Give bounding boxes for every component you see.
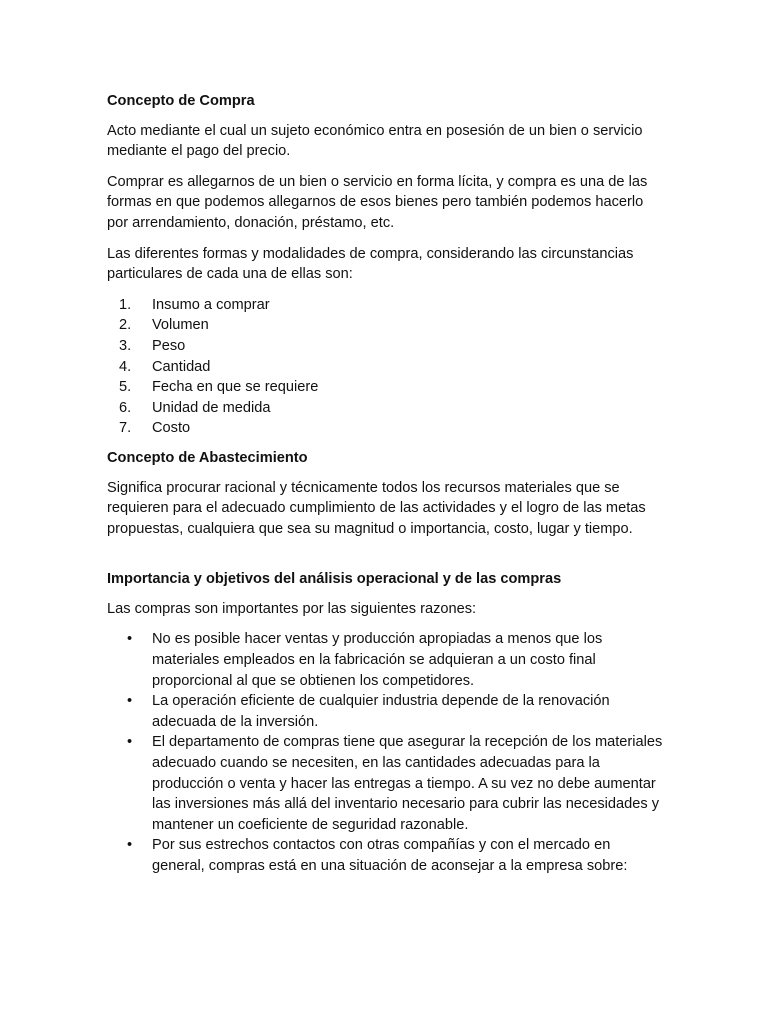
bullet-item-text: El departamento de compras tiene que asegurar la recepción de los materiales adecuado cuando se necesiten, en las cantidades adecuadas para la producción o venta y hacer las entregas a tiempo. A su vez no debe aumentar las inversiones más allá del inventario necesario para cubrir las necesidades y mantener un coeficiente de seguridad razonable. [152, 734, 663, 833]
section-title-importancia: Importancia y objetivos del análisis operacional y de las compras [107, 571, 562, 588]
bullet-icon: • [127, 693, 133, 710]
list-item-text: Costo [152, 420, 191, 437]
bullet-icon: • [127, 837, 133, 854]
list-number: 6. [119, 399, 132, 416]
list-item-text: Peso [152, 337, 186, 354]
list-number: 2. [119, 317, 132, 334]
list-item [107, 336, 667, 357]
list-item [107, 377, 667, 398]
paragraph-comprar: Comprar es allegarnos de un bien o servicio en forma lícita, y compra es una de las formas en que podemos allegarnos de esos bienes pero también podemos hacerlo por arrendamiento, donación, préstamo, etc. [107, 173, 648, 231]
bullet-item-text: No es posible hacer ventas y producción apropiadas a menos que los materiales empleados en la fabricación se adquieran a un costo final proporcional al que se obtienen los competidores. [152, 631, 603, 689]
list-item-text: Fecha en que se requiere [152, 379, 319, 396]
bullet-list-razones [107, 629, 667, 876]
paragraph-definicion-compra: Acto mediante el cual un sujeto económico entra en posesión de un bien o servicio mediante el pago del precio. [107, 122, 643, 160]
section-title-abastecimiento: Concepto de Abastecimiento [107, 449, 308, 466]
paragraph-formas-modalidades: Las diferentes formas y modalidades de compra, considerando las circunstancias particulares de cada una de ellas son: [107, 245, 634, 283]
list-item [107, 357, 667, 378]
bullet-icon: • [127, 631, 133, 648]
bullet-icon: • [127, 734, 133, 751]
list-item [107, 398, 667, 419]
bullet-item [107, 835, 667, 876]
list-number: 7. [119, 420, 132, 437]
list-number: 4. [119, 358, 132, 375]
list-item [107, 418, 667, 439]
list-item-text: Volumen [152, 317, 209, 334]
section-title-compra: Concepto de Compra [107, 93, 255, 109]
list-number: 5. [119, 379, 132, 396]
list-item [107, 315, 667, 336]
list-number: 1. [119, 296, 132, 313]
spacer [107, 549, 667, 569]
paragraph-razones: Las compras son importantes por las siguientes razones: [107, 600, 477, 617]
bullet-item-text: Por sus estrechos contactos con otras compañías y con el mercado en general, compras está en una situación de aconsejar a la empresa sobre: [152, 837, 628, 874]
document-page [107, 91, 667, 886]
bullet-item [107, 691, 667, 732]
numbered-list-modalidades [107, 295, 667, 439]
bullet-item [107, 629, 667, 691]
bullet-item-text: La operación eficiente de cualquier industria depende de la renovación adecuada de la inversión. [152, 693, 610, 730]
list-item-text: Insumo a comprar [152, 296, 270, 313]
paragraph-abastecimiento: Significa procurar racional y técnicamente todos los recursos materiales que se requieren para el adecuado cumplimiento de las actividades y el logro de las metas propuestas, cualquiera que sea su magnitud o importancia, costo, lugar y tiempo. [107, 479, 646, 537]
list-item [107, 295, 667, 316]
bullet-item [107, 732, 667, 835]
list-number: 3. [119, 337, 132, 354]
list-item-text: Unidad de medida [152, 399, 271, 416]
list-item-text: Cantidad [152, 358, 211, 375]
